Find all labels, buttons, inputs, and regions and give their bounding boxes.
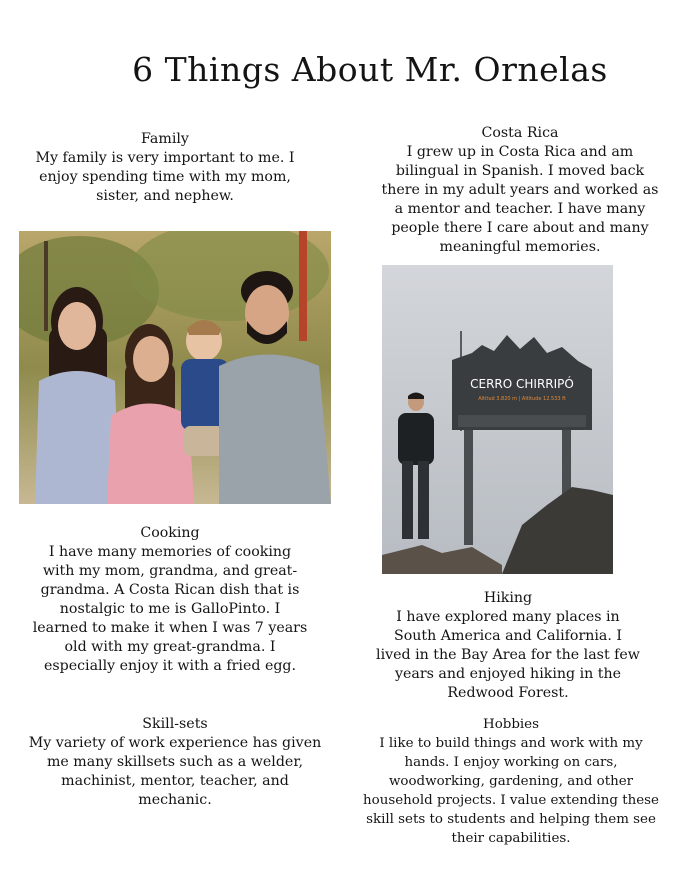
hiking-line: Redwood Forest. xyxy=(447,685,569,701)
hobbies-line: hands. I enjoy working on cars, xyxy=(404,755,618,770)
cooking-line: I have many memories of cooking xyxy=(48,544,292,560)
hobbies-line: woodworking, gardening, and other xyxy=(388,774,634,789)
costa-rica-line: a mentor and teacher. I have many xyxy=(394,201,646,217)
costa-rica-section xyxy=(350,124,690,257)
costa-rica-line: meaningful memories. xyxy=(439,239,601,255)
skillsets-line: My variety of work experience has given xyxy=(28,735,322,751)
sign-name: CERRO CHIRRIPÓ xyxy=(470,377,574,391)
hiking-heading: Hiking xyxy=(483,590,533,606)
skillsets-line: machinist, mentor, teacher, and xyxy=(61,773,289,789)
family-line: sister, and nephew. xyxy=(96,188,234,204)
mountain-sign-photo xyxy=(382,265,613,574)
page-title: 6 Things About Mr. Ornelas xyxy=(132,50,608,89)
cooking-line: grandma. A Costa Rican dish that is xyxy=(40,582,300,598)
hobbies-heading: Hobbies xyxy=(483,717,539,732)
cooking-line: especially enjoy it with a fried egg. xyxy=(43,658,297,674)
sign-subtitle: Altitud 3.820 m | Altitude 12.533 ft xyxy=(478,396,566,402)
family-line: My family is very important to me. I xyxy=(35,150,295,166)
hiking-section xyxy=(348,589,668,703)
cooking-line: nostalgic to me is GalloPinto. I xyxy=(59,601,281,617)
costa-rica-line: I grew up in Costa Rica and am xyxy=(406,144,634,160)
family-heading: Family xyxy=(141,131,189,147)
cooking-line: old with my great-grandma. I xyxy=(64,639,276,655)
hobbies-line: I like to build things and work with my xyxy=(379,736,643,751)
hiking-line: South America and California. I xyxy=(394,628,622,644)
costa-rica-line: people there I care about and many xyxy=(391,220,649,236)
costa-rica-heading: Costa Rica xyxy=(481,125,559,141)
family-photo xyxy=(19,231,331,504)
family-line: enjoy spending time with my mom, xyxy=(39,169,291,185)
hobbies-line: household projects. I value extending these xyxy=(363,793,659,808)
costa-rica-line: bilingual in Spanish. I moved back xyxy=(395,163,645,179)
cooking-heading: Cooking xyxy=(140,525,200,541)
skillsets-section xyxy=(5,715,345,810)
cooking-section xyxy=(0,524,340,676)
cooking-line: learned to make it when I was 7 years xyxy=(32,620,308,636)
skillsets-heading: Skill-sets xyxy=(142,716,208,732)
hobbies-line: skill sets to students and helping them see xyxy=(366,812,656,827)
family-section xyxy=(0,130,330,206)
skillsets-line: me many skillsets such as a welder, xyxy=(46,754,304,770)
hiking-line: I have explored many places in xyxy=(396,609,620,625)
hobbies-section xyxy=(352,715,670,848)
hiking-line: years and enjoyed hiking in the xyxy=(394,666,622,682)
cooking-line: with my mom, grandma, and great- xyxy=(42,563,298,579)
hobbies-line: their capabilities. xyxy=(451,831,571,846)
costa-rica-line: there in my adult years and worked as xyxy=(381,182,659,198)
skillsets-line: mechanic. xyxy=(138,792,212,808)
hiking-line: lived in the Bay Area for the last few xyxy=(376,647,640,663)
